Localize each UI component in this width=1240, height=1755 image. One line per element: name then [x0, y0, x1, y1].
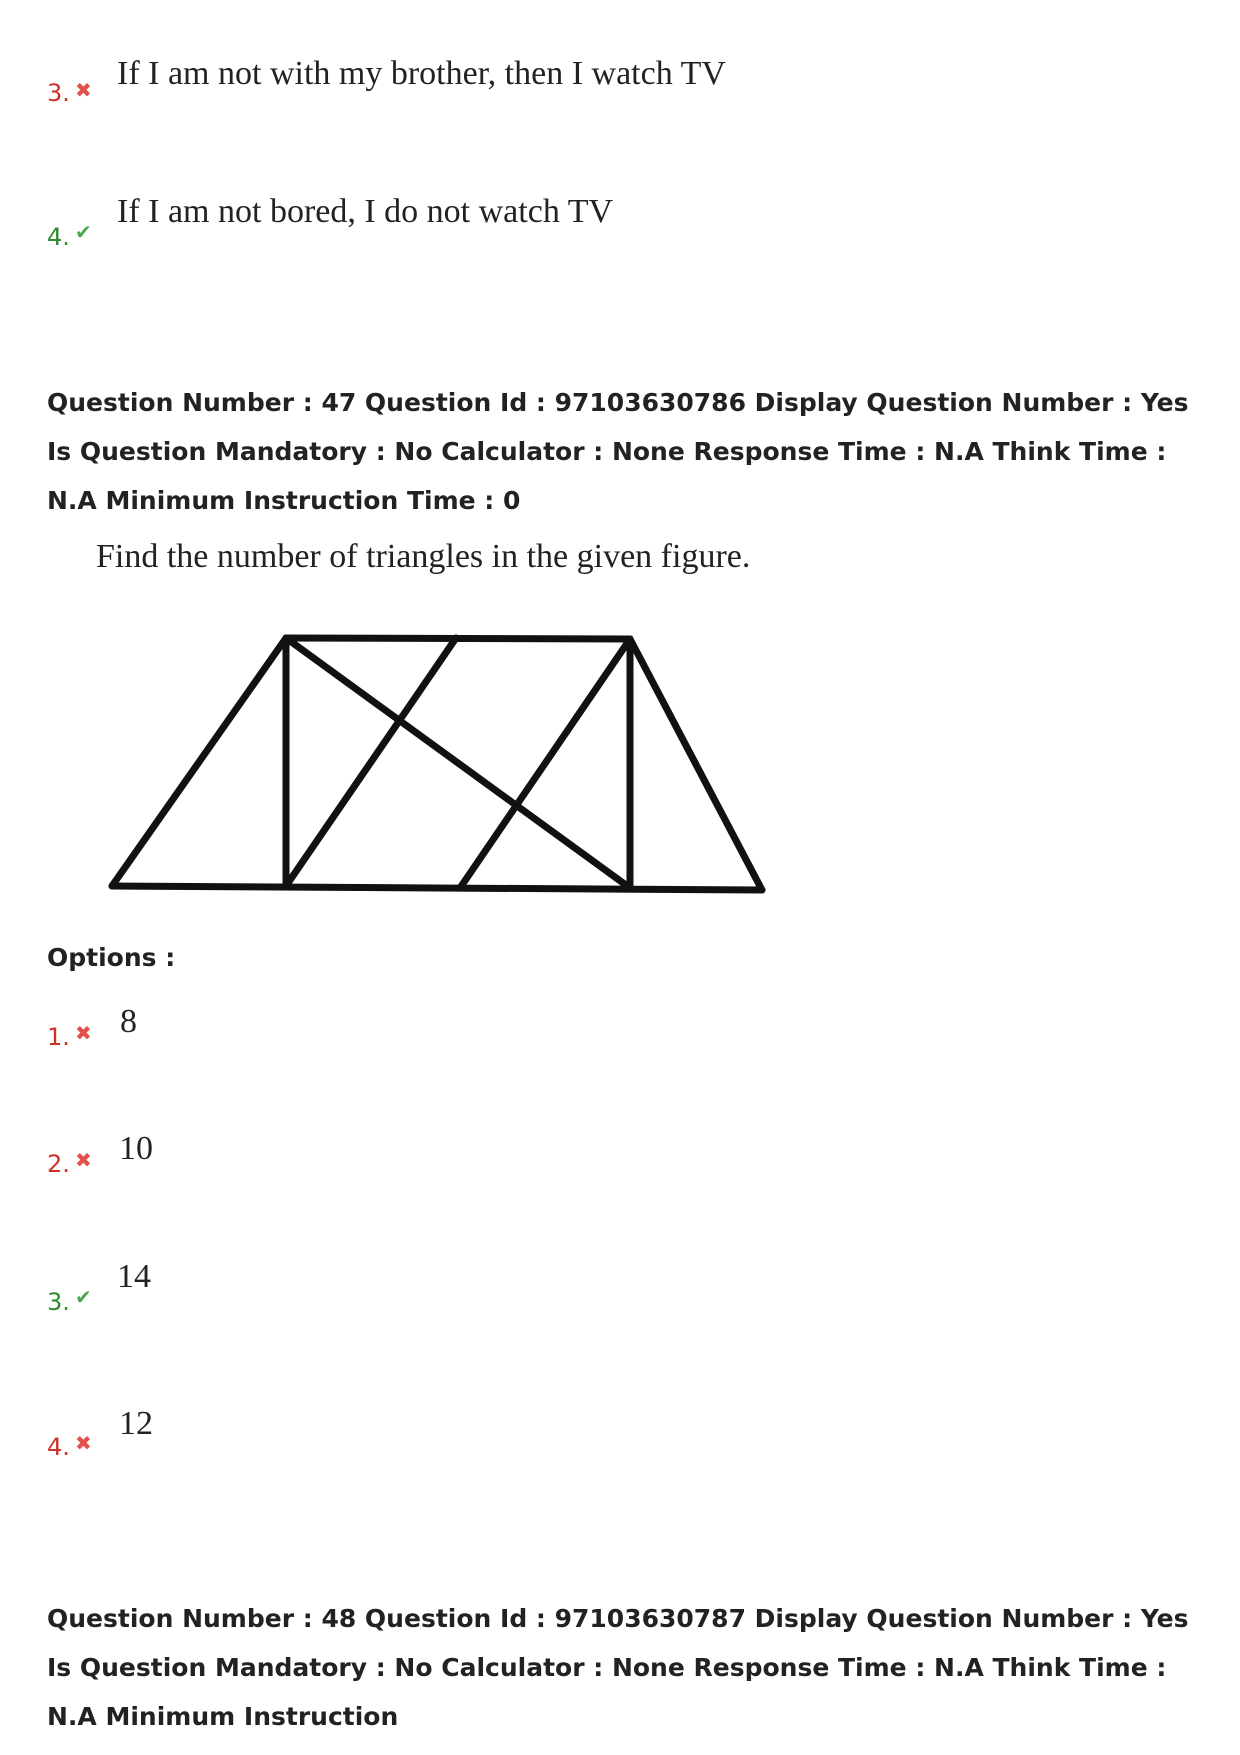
option-number: 4.: [47, 223, 70, 251]
question-47-text: Find the number of triangles in the given figure.: [96, 538, 751, 575]
option-text: 8: [120, 1003, 137, 1040]
option-number: 4.: [47, 1433, 70, 1461]
option-text: 12: [119, 1405, 153, 1442]
question-47-meta: Question Number : 47 Question Id : 97103630786 Display Question Number : Yes Is Question Mandatory : No Calculator : None Response Time : N.A Think Time : N.A Minimum Instruction Time : 0: [47, 388, 1189, 515]
cross-icon: ✖: [75, 1021, 92, 1045]
option-number: 2.: [47, 1150, 70, 1178]
figure-diagonal-left: [286, 638, 456, 886]
question-48-meta: Question Number : 48 Question Id : 97103630787 Display Question Number : Yes Is Question Mandatory : No Calculator : None Response Time : N.A Think Time : N.A Minimum Instruction: [47, 1604, 1189, 1731]
option-4-prev: [47, 193, 947, 253]
option-text: 10: [119, 1130, 153, 1167]
cross-icon: ✖: [75, 78, 92, 102]
check-icon: ✔: [75, 1285, 92, 1309]
figure-diagonal-right: [460, 639, 630, 888]
option-3: [47, 1258, 947, 1318]
option-1: [47, 1003, 947, 1063]
option-number: 3.: [47, 1288, 70, 1316]
option-number: 3.: [47, 79, 70, 107]
figure-right-slant: [630, 639, 762, 890]
cross-icon: ✖: [75, 1431, 92, 1455]
figure-left-slant: [112, 638, 286, 886]
check-icon: ✔: [75, 220, 92, 244]
option-2: [47, 1130, 947, 1190]
cross-icon: ✖: [75, 1148, 92, 1172]
figure-main-diagonal: [286, 638, 630, 888]
option-4: [47, 1405, 947, 1465]
option-3-prev: [47, 55, 947, 115]
triangle-figure: [100, 620, 780, 910]
figure-base-line: [112, 886, 762, 890]
option-text: If I am not with my brother, then I watch TV: [117, 55, 726, 92]
options-label: Options :: [47, 943, 176, 972]
option-text: 14: [117, 1258, 151, 1295]
option-text: If I am not bored, I do not watch TV: [117, 193, 614, 230]
option-number: 1.: [47, 1023, 70, 1051]
